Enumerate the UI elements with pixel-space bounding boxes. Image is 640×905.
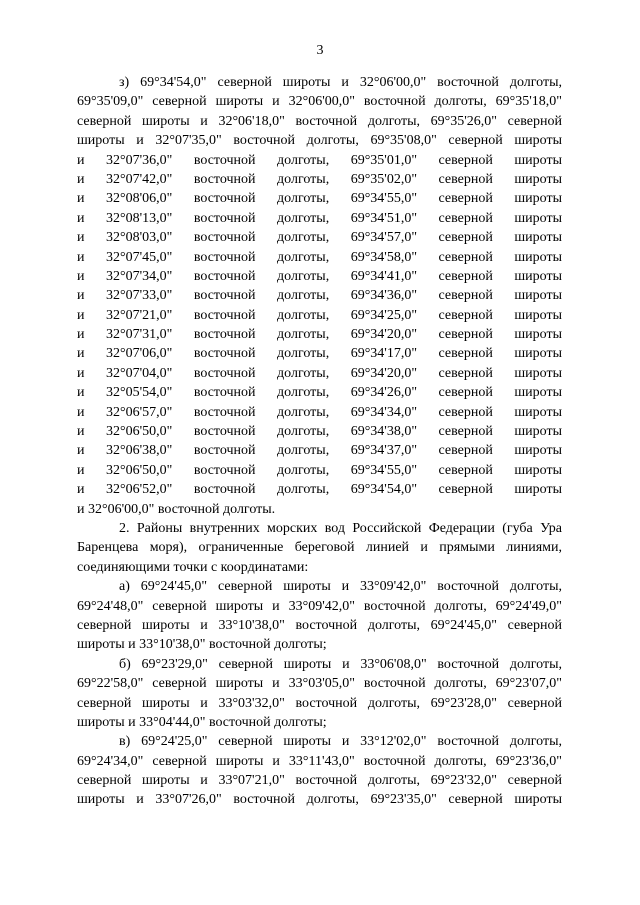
- coordinate-token: северной: [438, 404, 493, 420]
- coordinate-token: 69°34'26,0": [350, 385, 418, 401]
- coordinate-token: долготы,: [277, 327, 330, 343]
- coordinate-token: 69°34'20,0": [350, 327, 418, 343]
- text-line: широты и 32°07'35,0" восточной долготы, 69°35'08,0" северной широты: [77, 133, 562, 149]
- coordinate-token: и: [77, 404, 85, 420]
- coordinate-token: и: [77, 249, 85, 265]
- coordinate-token: 69°34'54,0": [350, 482, 418, 498]
- coordinate-rows: [77, 151, 562, 500]
- coordinate-token: широты: [514, 288, 562, 304]
- coordinate-token: долготы,: [277, 210, 330, 226]
- coordinate-token: 32°06'52,0": [106, 482, 173, 498]
- coordinate-token: 69°34'36,0": [350, 288, 418, 304]
- coordinate-row: [77, 267, 562, 286]
- coordinate-token: восточной: [193, 249, 256, 265]
- coordinate-token: долготы,: [277, 171, 330, 187]
- coordinate-token: 69°34'17,0": [350, 346, 418, 362]
- coordinate-token: широты: [514, 385, 562, 401]
- coordinate-row: [77, 364, 562, 383]
- coordinate-token: 32°07'04,0": [106, 365, 173, 381]
- coordinate-token: 69°34'34,0": [350, 404, 418, 420]
- coordinate-token: и: [77, 462, 85, 478]
- text-line: соединяющими точки с координатами:: [77, 559, 309, 575]
- coordinate-token: широты: [514, 171, 562, 187]
- coordinate-token: широты: [514, 462, 562, 478]
- text-line: северной широты и 33°07'21,0" восточной долготы, 69°23'32,0" северной: [77, 773, 562, 789]
- coordinate-token: и: [77, 327, 85, 343]
- coordinate-token: широты: [514, 482, 562, 498]
- coordinate-token: широты: [514, 210, 562, 226]
- text-line: широты и 33°10'38,0" восточной долготы;: [77, 637, 327, 653]
- coordinate-token: 32°07'21,0": [106, 307, 173, 323]
- coordinate-token: северной: [438, 365, 493, 381]
- coordinate-token: северной: [438, 249, 493, 265]
- coordinate-token: и: [77, 191, 85, 207]
- coordinate-token: 32°06'50,0": [106, 424, 173, 440]
- coordinate-token: долготы,: [277, 249, 330, 265]
- text-line: з) 69°34'54,0" северной широты и 32°06'00,0" восточной долготы,: [119, 75, 562, 90]
- coordinate-token: 69°35'02,0": [350, 171, 418, 187]
- coordinate-token: 69°34'20,0": [350, 365, 418, 381]
- coordinate-row: [77, 383, 562, 402]
- coordinate-token: северной: [438, 210, 493, 226]
- page-number: 3: [316, 43, 324, 58]
- coordinate-token: восточной: [193, 307, 256, 323]
- coordinate-token: и: [77, 443, 85, 459]
- coordinate-token: долготы,: [277, 443, 330, 459]
- coordinate-token: и: [77, 346, 85, 362]
- text-line: в) 69°24'25,0" северной широты и 33°12'02,0" восточной долготы,: [119, 734, 562, 750]
- coordinate-token: восточной: [193, 171, 256, 187]
- coordinate-token: 32°07'31,0": [106, 327, 173, 343]
- coordinate-row: [77, 151, 562, 170]
- coordinate-token: 32°08'03,0": [106, 230, 173, 246]
- text-line: 69°35'09,0" северной широты и 32°06'00,0" восточной долготы, 69°35'18,0": [77, 94, 562, 110]
- coordinate-token: 32°06'38,0": [106, 443, 173, 459]
- coordinate-token: 32°07'42,0": [106, 171, 173, 187]
- coordinate-token: долготы,: [277, 346, 330, 362]
- coordinate-row: [77, 441, 562, 460]
- coordinate-token: широты: [514, 327, 562, 343]
- coordinate-row: [77, 403, 562, 422]
- coordinate-token: восточной: [193, 152, 256, 168]
- coordinate-token: восточной: [193, 346, 256, 362]
- coordinate-token: и: [77, 268, 85, 284]
- coordinate-row: [77, 325, 562, 344]
- coordinate-token: 32°07'45,0": [106, 249, 173, 265]
- coordinate-token: северной: [438, 307, 493, 323]
- text-line: широты и 33°07'26,0" восточной долготы, 69°23'35,0" северной широты: [77, 792, 562, 808]
- coordinate-token: восточной: [193, 327, 256, 343]
- coordinate-token: северной: [438, 230, 493, 246]
- text-line: северной широты и 33°10'38,0" восточной долготы, 69°24'45,0" северной: [77, 617, 562, 633]
- coordinate-token: восточной: [193, 462, 256, 478]
- coordinate-token: северной: [438, 462, 493, 478]
- coordinate-token: 69°34'38,0": [350, 424, 418, 440]
- text-line: Баренцева моря), ограниченные береговой линией и прямыми линиями,: [77, 540, 562, 556]
- coordinate-row: [77, 209, 562, 228]
- coordinate-token: долготы,: [277, 365, 330, 381]
- paragraph-item-z: [77, 73, 562, 151]
- coordinate-token: 32°05'54,0": [106, 385, 173, 401]
- coordinate-row: [77, 286, 562, 305]
- coordinate-token: восточной: [193, 443, 256, 459]
- text-line: широты и 33°04'44,0" восточной долготы;: [77, 714, 327, 730]
- coordinate-token: 32°08'13,0": [106, 210, 173, 226]
- text-line: 69°22'58,0" северной широты и 33°03'05,0" восточной долготы, 69°23'07,0": [77, 676, 562, 692]
- coordinate-token: восточной: [193, 424, 256, 440]
- coordinate-token: северной: [438, 268, 493, 284]
- coordinate-token: северной: [438, 152, 493, 168]
- coordinate-row: [77, 480, 562, 499]
- coordinate-row: [77, 461, 562, 480]
- coordinate-token: широты: [514, 152, 562, 168]
- paragraph-item-v: [77, 732, 562, 810]
- coordinate-token: широты: [514, 365, 562, 381]
- coordinate-token: восточной: [193, 268, 256, 284]
- coordinate-row: [77, 344, 562, 363]
- coordinate-token: северной: [438, 424, 493, 440]
- coordinate-token: долготы,: [277, 482, 330, 498]
- text-line: б) 69°23'29,0" северной широты и 33°06'08,0" восточной долготы,: [119, 656, 562, 672]
- coordinate-token: северной: [438, 385, 493, 401]
- coordinate-token: и: [77, 385, 85, 401]
- text-line: 2. Районы внутренних морских вод Российской Федерации (губа Ура: [119, 520, 562, 536]
- text-line: 69°24'48,0" северной широты и 33°09'42,0" восточной долготы, 69°24'49,0": [77, 598, 562, 614]
- coordinate-token: и: [77, 152, 85, 168]
- coordinate-token: и: [77, 307, 85, 323]
- coordinate-token: северной: [438, 346, 493, 362]
- coordinate-token: и: [77, 171, 85, 187]
- coordinate-token: 69°34'55,0": [350, 462, 418, 478]
- coordinate-token: долготы,: [277, 424, 330, 440]
- coordinate-token: долготы,: [277, 404, 330, 420]
- coordinate-token: долготы,: [277, 191, 330, 207]
- text-line: северной широты и 33°03'32,0" восточной долготы, 69°23'28,0" северной: [77, 695, 562, 711]
- coordinate-token: 69°34'25,0": [350, 307, 418, 323]
- coordinate-token: северной: [438, 482, 493, 498]
- coordinate-token: 32°07'06,0": [106, 346, 173, 362]
- text-line: северной широты и 32°06'18,0" восточной долготы, 69°35'26,0" северной: [77, 113, 562, 129]
- coordinate-token: и: [77, 230, 85, 246]
- coordinate-row: [77, 248, 562, 267]
- coordinate-token: восточной: [193, 191, 256, 207]
- coordinate-token: 69°34'58,0": [350, 249, 418, 265]
- paragraph-section-2: [77, 519, 562, 577]
- coordinate-token: широты: [514, 424, 562, 440]
- coordinate-token: восточной: [193, 230, 256, 246]
- coordinate-token: широты: [514, 404, 562, 420]
- coordinate-row: [77, 422, 562, 441]
- coordinate-token: 32°06'57,0": [106, 404, 173, 420]
- coordinate-token: широты: [514, 230, 562, 246]
- coordinate-token: восточной: [193, 482, 256, 498]
- coordinate-row: [77, 170, 562, 189]
- paragraph-item-a: [77, 577, 562, 655]
- coordinate-token: 69°34'51,0": [350, 210, 418, 226]
- coordinate-token: 32°07'33,0": [106, 288, 173, 304]
- coordinate-token: 32°06'50,0": [106, 462, 173, 478]
- coordinate-token: 69°34'55,0": [350, 191, 418, 207]
- coordinate-token: северной: [438, 288, 493, 304]
- coordinate-token: и: [77, 365, 85, 381]
- coordinate-row: [77, 228, 562, 247]
- coordinate-token: широты: [514, 307, 562, 323]
- document-body: [77, 73, 562, 810]
- coordinate-token: и: [77, 482, 85, 498]
- closing-line: и 32°06'00,0" восточной долготы.: [77, 501, 276, 517]
- coordinate-token: долготы,: [277, 268, 330, 284]
- coordinate-row: [77, 306, 562, 325]
- text-line: 69°24'34,0" северной широты и 33°11'43,0" восточной долготы, 69°23'36,0": [77, 753, 562, 769]
- coordinate-token: долготы,: [277, 385, 330, 401]
- coordinate-token: 32°08'06,0": [106, 191, 173, 207]
- coordinate-token: и: [77, 424, 85, 440]
- coordinate-token: и: [77, 288, 85, 304]
- coordinate-token: восточной: [193, 210, 256, 226]
- coordinate-token: восточной: [193, 404, 256, 420]
- coordinate-token: северной: [438, 171, 493, 187]
- coordinate-token: 32°07'34,0": [106, 268, 173, 284]
- coordinate-token: широты: [514, 443, 562, 459]
- coordinate-token: 69°34'57,0": [350, 230, 418, 246]
- coordinate-token: 69°35'01,0": [350, 152, 418, 168]
- coordinate-token: долготы,: [277, 152, 330, 168]
- coordinate-token: и: [77, 210, 85, 226]
- paragraph-item-b: [77, 655, 562, 733]
- coordinate-token: восточной: [193, 288, 256, 304]
- coordinate-token: 69°34'41,0": [350, 268, 418, 284]
- coordinate-row: [77, 189, 562, 208]
- coordinate-token: широты: [514, 268, 562, 284]
- coordinate-token: северной: [438, 327, 493, 343]
- coordinate-token: широты: [514, 249, 562, 265]
- coordinate-token: долготы,: [277, 230, 330, 246]
- coordinate-token: восточной: [193, 385, 256, 401]
- coordinate-token: северной: [438, 191, 493, 207]
- coordinate-token: 32°07'36,0": [106, 152, 173, 168]
- text-line: а) 69°24'45,0" северной широты и 33°09'42,0" восточной долготы,: [119, 579, 562, 595]
- coordinate-token: долготы,: [277, 462, 330, 478]
- coordinate-token: долготы,: [277, 307, 330, 323]
- coordinate-token: долготы,: [277, 288, 330, 304]
- coordinate-token: 69°34'37,0": [350, 443, 418, 459]
- coordinate-token: восточной: [193, 365, 256, 381]
- coordinate-token: широты: [514, 191, 562, 207]
- coordinate-token: широты: [514, 346, 562, 362]
- coordinate-token: северной: [438, 443, 493, 459]
